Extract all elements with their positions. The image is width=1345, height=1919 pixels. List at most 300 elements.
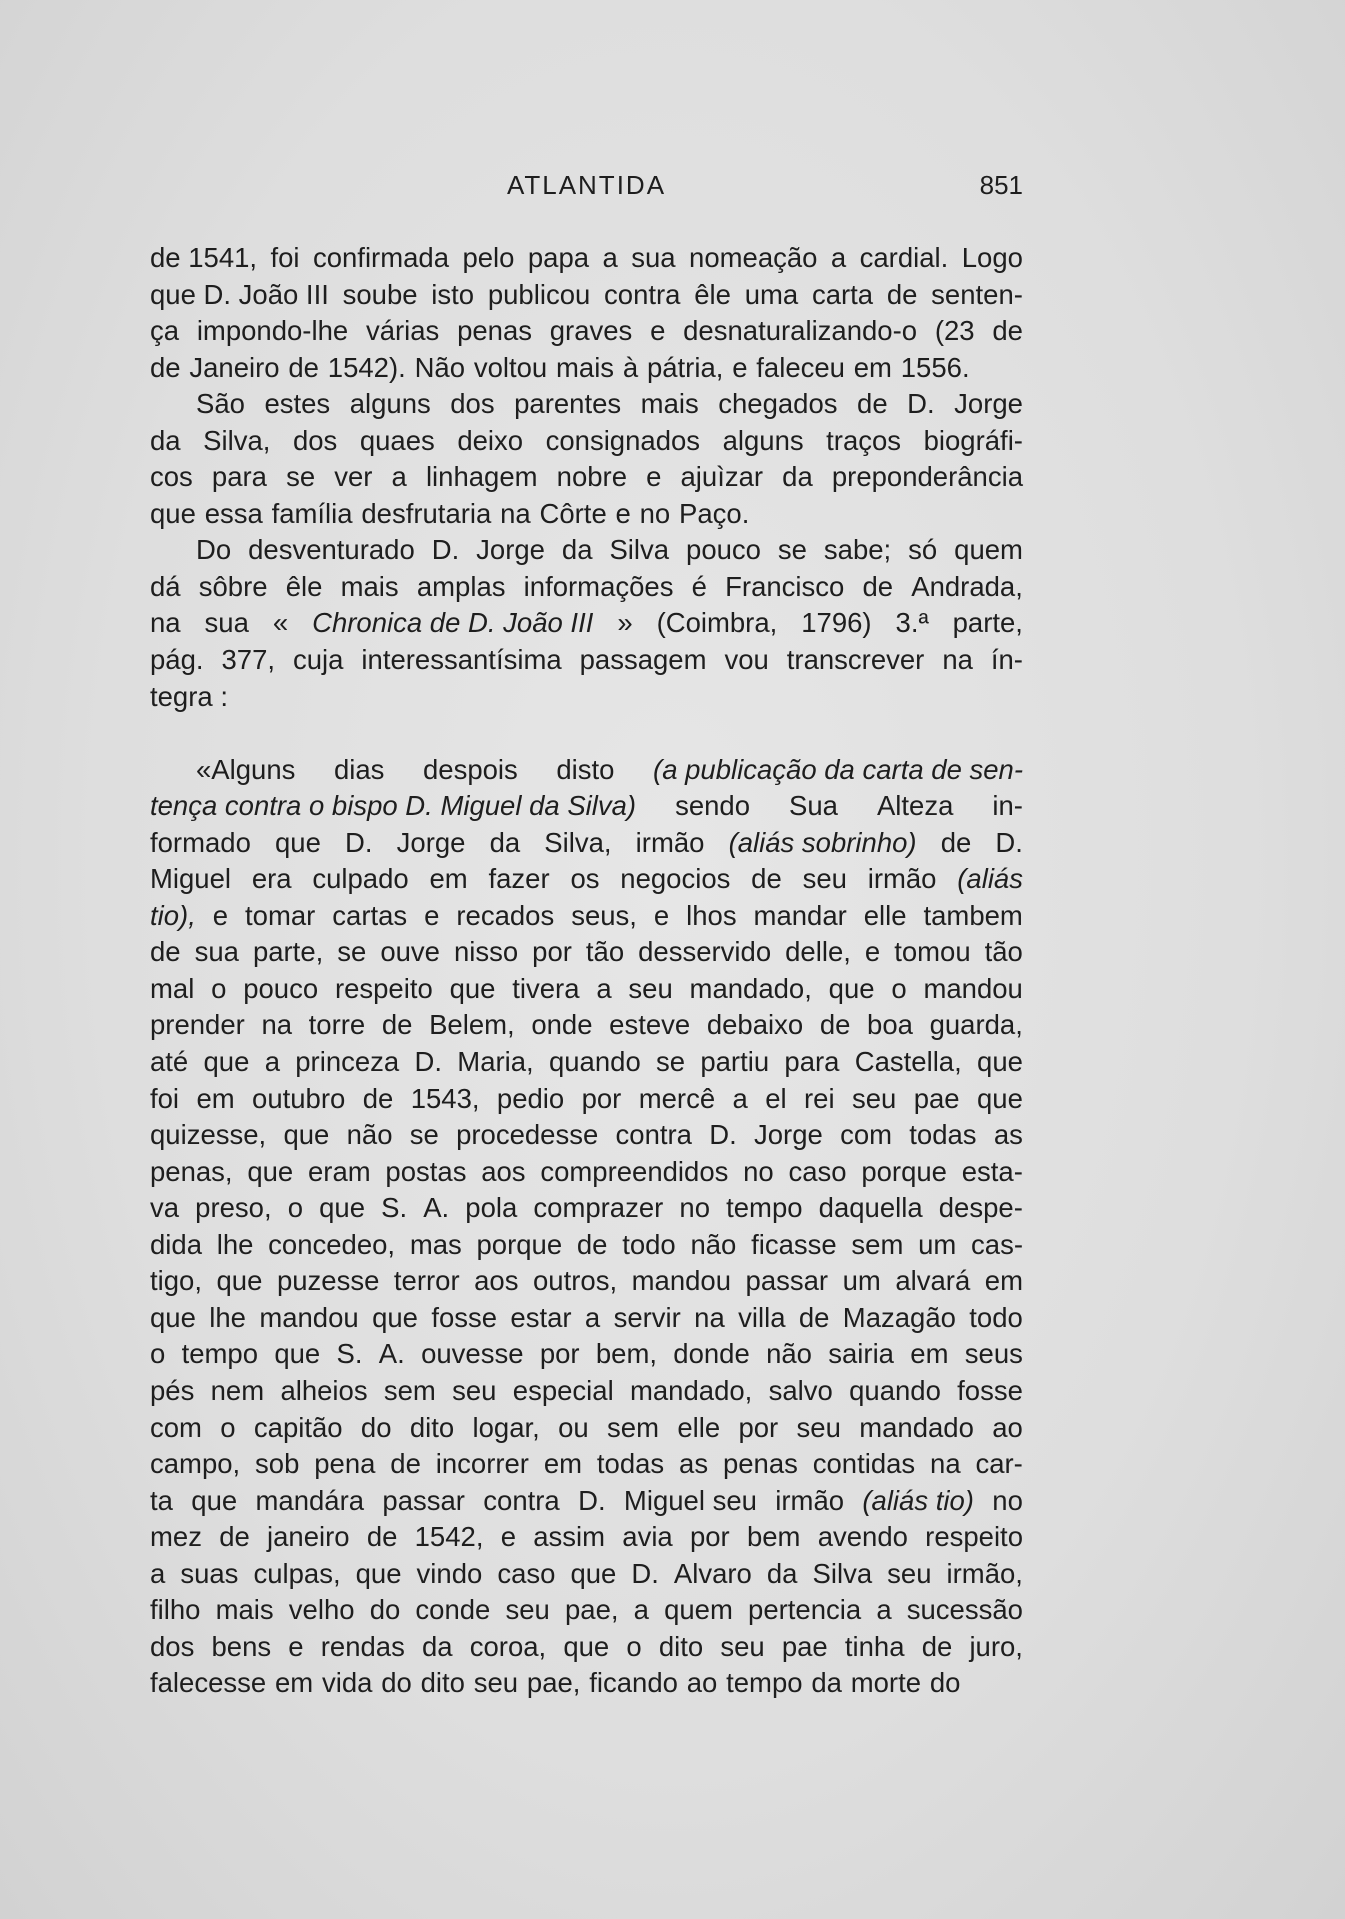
word: logar, xyxy=(472,1411,540,1443)
word: sem xyxy=(383,1374,436,1406)
word: de xyxy=(862,570,894,602)
word: terror xyxy=(393,1265,460,1297)
word: tempo xyxy=(726,1192,803,1224)
word: culpado xyxy=(312,863,409,895)
word: é xyxy=(691,570,707,602)
word: especial xyxy=(512,1374,614,1406)
word: seu xyxy=(628,972,673,1004)
word: família xyxy=(271,497,353,529)
word: contra xyxy=(483,1484,560,1516)
word: comprazer xyxy=(533,1192,664,1224)
word: 1543, xyxy=(410,1082,480,1114)
word: o xyxy=(150,1338,166,1370)
word: soube xyxy=(342,278,418,310)
text-line xyxy=(150,934,1023,971)
word: dos xyxy=(450,388,495,420)
word: que xyxy=(449,972,496,1004)
word: mez xyxy=(150,1521,202,1553)
word: mal xyxy=(150,972,195,1004)
word: aos xyxy=(474,1265,519,1297)
word: publicou xyxy=(487,278,591,310)
word: in- xyxy=(992,790,1023,822)
word: debaixo xyxy=(706,1009,804,1041)
word: vindo xyxy=(416,1557,483,1589)
paragraph xyxy=(150,752,1023,1702)
word: se xyxy=(777,534,807,566)
word: não xyxy=(690,1228,737,1260)
word: por xyxy=(689,1521,730,1553)
word: a xyxy=(391,461,407,493)
word: e xyxy=(653,899,670,931)
word: com xyxy=(840,1119,893,1151)
word: princeza xyxy=(295,1046,400,1078)
word: D. xyxy=(709,1119,737,1151)
word: desfrutaria xyxy=(361,497,492,529)
word: de xyxy=(150,936,181,968)
word: preponderância xyxy=(831,461,1023,493)
word: mais xyxy=(340,570,399,602)
word: sem xyxy=(607,1411,659,1443)
word: D. xyxy=(578,1484,606,1516)
word: por xyxy=(532,936,572,968)
word: seus, xyxy=(571,899,637,931)
word: quizesse, xyxy=(150,1119,267,1151)
paragraph xyxy=(150,240,1023,386)
word: impondo-lhe xyxy=(196,315,349,347)
word: boa xyxy=(867,1009,913,1041)
word: de xyxy=(857,388,888,420)
text-line xyxy=(150,1154,1023,1191)
text-line xyxy=(150,971,1023,1008)
text-line xyxy=(150,788,1023,825)
word: salvo xyxy=(768,1374,833,1406)
word: velho xyxy=(288,1594,355,1626)
word: que xyxy=(247,1155,294,1187)
word: da xyxy=(422,1630,453,1662)
word: servir xyxy=(613,1301,681,1333)
word: penas xyxy=(722,1448,798,1480)
word: torre xyxy=(308,1009,366,1041)
word: fosse xyxy=(431,1301,498,1333)
word: e xyxy=(424,899,440,931)
word: tempo xyxy=(181,1338,259,1370)
word: ao xyxy=(992,1411,1023,1443)
text-line xyxy=(150,1336,1023,1373)
word: que xyxy=(828,972,875,1004)
word: mas xyxy=(409,1228,462,1260)
text-line xyxy=(150,1629,1023,1666)
word: Belem, xyxy=(429,1009,515,1041)
word: parte, xyxy=(252,936,324,968)
word: dos xyxy=(150,1630,195,1662)
word: mais xyxy=(215,1594,274,1626)
word: caso xyxy=(788,1155,847,1187)
word: seu xyxy=(851,1082,897,1114)
word: filho xyxy=(150,1594,201,1626)
word: de xyxy=(150,351,181,383)
word: faleceu xyxy=(756,351,845,383)
word: as xyxy=(679,1448,709,1480)
word: consignados xyxy=(545,424,701,456)
word: dito xyxy=(658,1630,704,1662)
word: ta xyxy=(150,1484,173,1516)
word: pae xyxy=(913,1082,960,1114)
word: nisso xyxy=(453,936,519,968)
word: quando xyxy=(548,1046,641,1078)
word: preso, xyxy=(195,1192,272,1224)
word: se xyxy=(286,461,316,493)
word: desnaturalizando-o xyxy=(683,315,918,347)
word: era xyxy=(251,863,292,895)
word: que xyxy=(191,1484,238,1516)
word: linhagem xyxy=(425,461,538,493)
word: isto xyxy=(431,278,475,310)
word: 1542). xyxy=(327,351,406,383)
word: nobre xyxy=(556,461,627,493)
text-line xyxy=(150,313,1023,350)
text-line xyxy=(150,423,1023,460)
word: dito xyxy=(420,1667,465,1699)
word: da xyxy=(150,424,181,456)
word: bens xyxy=(211,1630,272,1662)
word: dida xyxy=(150,1228,202,1260)
word: irmão xyxy=(775,1484,845,1516)
word: respeito xyxy=(925,1521,1023,1553)
word: Côrte xyxy=(539,497,607,529)
text-line xyxy=(150,277,1023,314)
word: tinha xyxy=(844,1630,905,1662)
text-line xyxy=(150,569,1023,606)
word: cos xyxy=(150,461,193,493)
word: Jorge xyxy=(476,534,545,566)
word: capitão xyxy=(253,1411,343,1443)
word: seu xyxy=(452,1374,497,1406)
word: de xyxy=(219,1521,250,1553)
word: campo, xyxy=(150,1448,241,1480)
word: penas xyxy=(457,315,532,347)
word: irmão xyxy=(635,826,705,858)
word: ín- xyxy=(990,644,1023,676)
word: pés xyxy=(150,1374,195,1406)
word: o xyxy=(626,1630,642,1662)
word: os xyxy=(570,863,600,895)
word: A. xyxy=(378,1338,405,1370)
word: lhos xyxy=(686,899,737,931)
word: de xyxy=(390,1448,421,1480)
word: 1796) xyxy=(801,607,872,639)
running-head xyxy=(150,170,1023,210)
word: sôbre xyxy=(198,570,268,602)
text-line xyxy=(150,1556,1023,1593)
word: prender xyxy=(150,1009,245,1041)
word: que xyxy=(275,826,321,858)
word: seus xyxy=(964,1338,1023,1370)
word: de xyxy=(819,1009,851,1041)
word: em xyxy=(853,351,892,383)
word: estes xyxy=(264,388,331,420)
word: dá xyxy=(150,570,181,602)
word: pátria, xyxy=(646,351,724,383)
word: quaes xyxy=(359,424,435,456)
word: mais xyxy=(640,388,699,420)
word: todo xyxy=(969,1301,1023,1333)
word: incorrer xyxy=(435,1448,529,1480)
word: que xyxy=(150,497,196,529)
italic-word: tença contra o bispo D. Miguel da Silva) xyxy=(150,790,637,822)
running-head-title: ATLANTIDA xyxy=(506,170,667,200)
word: papa xyxy=(527,242,590,273)
word: e xyxy=(288,1630,304,1662)
word: de xyxy=(576,1228,608,1260)
word: passar xyxy=(382,1484,465,1516)
word: porque xyxy=(476,1228,563,1260)
word: que xyxy=(372,1301,418,1333)
word: » xyxy=(617,607,633,639)
italic-word: Chronica de D. João III xyxy=(312,607,594,639)
word: parte, xyxy=(952,607,1023,639)
word: concedeo, xyxy=(268,1228,396,1260)
word: despois xyxy=(423,753,518,785)
word: ficando xyxy=(589,1667,678,1699)
word: negocios xyxy=(620,863,731,895)
word: mandado, xyxy=(629,1374,753,1406)
word: da xyxy=(766,1557,798,1589)
word: porque xyxy=(861,1155,947,1187)
word: seu xyxy=(796,1411,841,1443)
word: do xyxy=(369,1594,401,1626)
word: do xyxy=(381,1667,412,1699)
word: um xyxy=(918,1228,957,1260)
word: irmão xyxy=(867,863,937,895)
word: pertencia xyxy=(748,1594,862,1626)
word: em xyxy=(429,863,468,895)
word: esta- xyxy=(961,1155,1023,1187)
word: Miguel xyxy=(150,863,232,895)
word: seu xyxy=(887,1557,932,1589)
body-text xyxy=(150,240,1023,1702)
word: e xyxy=(732,351,748,383)
word: todo xyxy=(622,1228,676,1260)
word: que xyxy=(977,1046,1023,1078)
word: mandou xyxy=(259,1301,359,1333)
word: tivera xyxy=(512,972,580,1004)
word: pág. xyxy=(150,644,204,676)
text-line xyxy=(150,1227,1023,1264)
word: para xyxy=(211,461,267,493)
word: chegados xyxy=(718,388,838,420)
word: mandára xyxy=(255,1484,365,1516)
word: mandado, xyxy=(689,972,812,1004)
word: bem, xyxy=(595,1338,657,1370)
word: no xyxy=(679,1192,711,1224)
word: interessantísima xyxy=(361,644,562,676)
word: S. xyxy=(381,1192,408,1224)
word: ver xyxy=(334,461,373,493)
word: e xyxy=(864,936,881,968)
word: pouco xyxy=(243,972,319,1004)
word: Do xyxy=(196,534,232,566)
word: vida xyxy=(321,1667,373,1699)
italic-word: (a publicação da carta de sen- xyxy=(653,753,1023,785)
text-line xyxy=(150,605,1023,642)
word: estar xyxy=(510,1301,572,1333)
word: da xyxy=(561,534,593,566)
word: pedio xyxy=(496,1082,565,1114)
word: fazer xyxy=(488,863,550,895)
word: tomar xyxy=(245,899,316,931)
word: pae xyxy=(781,1630,828,1662)
word: seu xyxy=(720,1630,765,1662)
word: recados xyxy=(456,899,555,931)
word: da xyxy=(489,826,521,858)
paragraph xyxy=(150,386,1023,532)
word: ouve xyxy=(380,936,440,968)
text-line xyxy=(150,532,1023,569)
word: de xyxy=(362,1082,394,1114)
word: passar xyxy=(745,1265,829,1297)
italic-word: (aliás sobrinho) xyxy=(728,826,917,858)
word: falecesse xyxy=(150,1667,267,1699)
word: despe- xyxy=(938,1192,1023,1224)
italic-word: (aliás tio) xyxy=(862,1484,974,1516)
word: el xyxy=(765,1082,787,1114)
word: dias xyxy=(333,753,385,785)
text-line xyxy=(150,1044,1023,1081)
word: coroa, xyxy=(469,1630,547,1662)
text-line xyxy=(150,825,1023,862)
word: essa xyxy=(204,497,263,529)
word: partiu xyxy=(700,1046,770,1078)
word: mandou xyxy=(631,1265,732,1297)
word: tempo xyxy=(726,1667,803,1699)
word: de xyxy=(751,863,782,895)
word: sua xyxy=(631,242,676,273)
word: deixo xyxy=(457,424,524,456)
word: Jorge xyxy=(396,826,466,858)
word: com xyxy=(150,1411,202,1443)
word: não xyxy=(346,1119,393,1151)
word: traços xyxy=(826,424,902,456)
word: donde xyxy=(673,1338,750,1370)
word: se xyxy=(409,1119,439,1151)
text-line xyxy=(150,1592,1023,1629)
word: Silva, xyxy=(544,826,612,858)
word: assim xyxy=(533,1521,606,1553)
text-line xyxy=(150,350,1023,387)
word: a xyxy=(150,1557,166,1589)
word: da xyxy=(782,461,813,493)
word: se xyxy=(337,936,367,968)
word: elle xyxy=(677,1411,721,1443)
word: esteve xyxy=(609,1009,691,1041)
word: A. xyxy=(423,1192,450,1224)
word: para xyxy=(784,1046,840,1078)
word: ao xyxy=(686,1667,718,1699)
word: não xyxy=(766,1338,812,1370)
word: quem xyxy=(664,1594,733,1626)
word: ça xyxy=(150,315,180,347)
word: todas xyxy=(909,1119,977,1151)
word: Silva, xyxy=(203,424,271,456)
word: aos xyxy=(481,1155,526,1187)
word: ajuìzar xyxy=(680,461,764,493)
word: pola xyxy=(465,1192,518,1224)
text-line xyxy=(150,1117,1023,1154)
word: de xyxy=(921,1630,953,1662)
word: cuja xyxy=(293,644,344,676)
word: eram xyxy=(308,1155,371,1187)
word: outubro xyxy=(252,1082,346,1114)
word: guarda, xyxy=(929,1009,1023,1041)
word: foi xyxy=(270,242,300,273)
word: de xyxy=(366,1521,398,1553)
word: parentes xyxy=(514,388,622,420)
word: D. xyxy=(414,1046,442,1078)
word: que xyxy=(216,1265,263,1297)
word: compreendidos xyxy=(540,1155,729,1187)
word: mandado xyxy=(859,1411,974,1443)
word: Não xyxy=(414,351,466,383)
word: juro, xyxy=(969,1630,1023,1662)
word: Janeiro xyxy=(189,351,280,383)
word: na xyxy=(942,644,973,676)
word: ou xyxy=(558,1411,589,1443)
text-line xyxy=(150,1300,1023,1337)
word: de xyxy=(288,351,319,383)
word: de xyxy=(940,826,972,858)
word: por xyxy=(581,1082,622,1114)
word: tomou xyxy=(894,936,971,968)
word: onde xyxy=(531,1009,593,1041)
word: quando xyxy=(849,1374,941,1406)
word: vou xyxy=(724,644,769,676)
word: tão xyxy=(984,936,1023,968)
word: respeito xyxy=(334,972,433,1004)
word: desventurado xyxy=(248,534,415,566)
word: o xyxy=(891,972,907,1004)
word: na xyxy=(150,607,181,639)
word: seu xyxy=(802,863,847,895)
word: que D. João III xyxy=(150,278,329,310)
text-line xyxy=(150,679,1023,716)
word: por xyxy=(539,1338,580,1370)
word: carta xyxy=(811,278,874,310)
text-line xyxy=(150,1081,1023,1118)
word: em xyxy=(543,1448,583,1480)
word: Logo xyxy=(961,242,1023,273)
word: irmão, xyxy=(946,1557,1023,1589)
word: caso xyxy=(497,1557,556,1589)
word: no xyxy=(743,1155,774,1187)
word: lhe xyxy=(209,1301,246,1333)
text-line xyxy=(150,386,1023,423)
word: suas xyxy=(180,1557,239,1589)
word: nem xyxy=(210,1374,265,1406)
word: e xyxy=(212,899,229,931)
word: puzesse xyxy=(276,1265,380,1297)
word: quem xyxy=(954,534,1023,566)
word: a xyxy=(584,1301,601,1333)
word: a xyxy=(596,972,612,1004)
word: de 1541, xyxy=(150,242,258,273)
page-number: 851 xyxy=(979,170,1023,200)
text-line xyxy=(150,1190,1023,1227)
word: (23 xyxy=(934,315,975,347)
word: «Alguns xyxy=(196,753,296,785)
word: até xyxy=(150,1046,189,1078)
word: villa xyxy=(738,1301,786,1333)
text-line xyxy=(150,1263,1023,1300)
